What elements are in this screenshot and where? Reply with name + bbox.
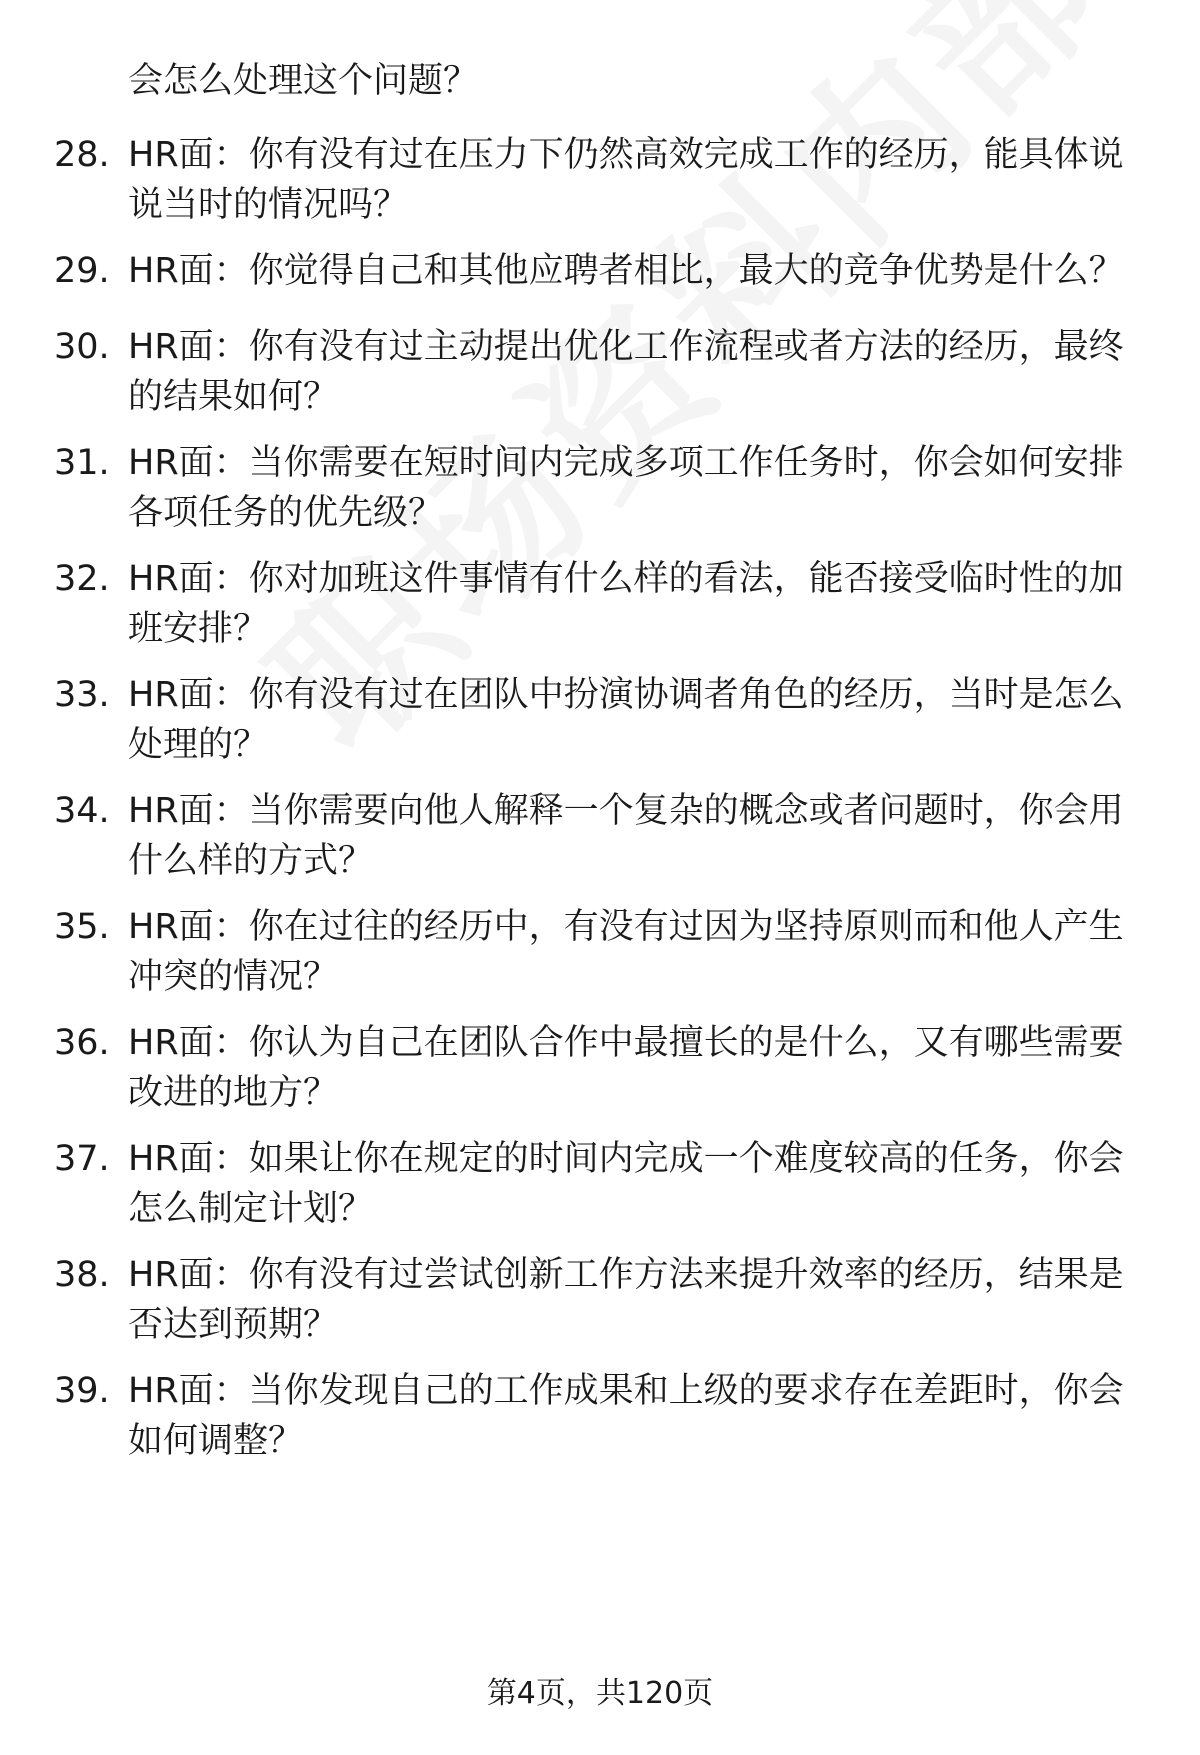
question-text — [128, 786, 1158, 886]
question-line: 冲突的情况？ — [128, 957, 339, 997]
question-line: 如何调整？ — [128, 1421, 304, 1461]
question-number: 37. — [54, 1139, 110, 1179]
question-text — [128, 322, 1158, 422]
question-line: HR面：你认为自己在团队合作中最擅长的是什么，又有哪些需要 — [128, 1023, 1124, 1063]
question-number: 28. — [54, 135, 110, 175]
question-number: 30. — [54, 327, 110, 367]
question-line: HR面：如果让你在规定的时间内完成一个难度较高的任务，你会 — [128, 1139, 1124, 1179]
question-number: 32. — [54, 559, 110, 599]
question-line: 否达到预期？ — [128, 1305, 339, 1345]
question-number: 31. — [54, 443, 110, 483]
page-number-footer: 第4页，共120页 — [486, 1676, 714, 1711]
question-number: 34. — [54, 791, 110, 831]
question-text — [128, 670, 1158, 770]
question-number: 33. — [54, 675, 110, 715]
question-line: HR面：你有没有过在团队中扮演协调者角色的经历，当时是怎么 — [128, 675, 1124, 715]
question-text — [128, 554, 1158, 654]
question-text — [128, 902, 1158, 1002]
question-number: 36. — [54, 1023, 110, 1063]
question-text — [128, 1366, 1158, 1466]
question-line: HR面：你在过往的经历中，有没有过因为坚持原则而和他人产生 — [128, 907, 1124, 947]
question-line: HR面：当你需要向他人解释一个复杂的概念或者问题时，你会用 — [128, 791, 1124, 831]
question-line: 什么样的方式？ — [128, 841, 374, 881]
question-line: 各项任务的优先级？ — [128, 493, 444, 533]
question-line: HR面：当你需要在短时间内完成多项工作任务时，你会如何安排 — [128, 443, 1124, 483]
question-line: HR面：你觉得自己和其他应聘者相比，最大的竞争优势是什么？ — [128, 251, 1124, 291]
question-text — [128, 1018, 1158, 1118]
question-number: 35. — [54, 907, 110, 947]
question-line: 的结果如何？ — [128, 377, 339, 417]
question-number: 29. — [54, 251, 110, 291]
continuation-text: 会怎么处理这个问题？ — [128, 61, 479, 101]
question-line: 说当时的情况吗？ — [128, 185, 409, 225]
question-text — [128, 130, 1158, 230]
question-text — [128, 246, 1158, 296]
question-number: 38. — [54, 1255, 110, 1295]
question-text — [128, 1134, 1158, 1234]
question-line: 改进的地方？ — [128, 1073, 339, 1113]
question-line: HR面：你有没有过在压力下仍然高效完成工作的经历，能具体说 — [128, 135, 1124, 175]
question-text — [128, 1250, 1158, 1350]
question-line: HR面：你对加班这件事情有什么样的看法，能否接受临时性的加 — [128, 559, 1124, 599]
question-line: HR面：你有没有过尝试创新工作方法来提升效率的经历，结果是 — [128, 1255, 1124, 1295]
question-line: 处理的？ — [128, 725, 269, 765]
question-line: 班安排？ — [128, 609, 269, 649]
question-line: HR面：你有没有过主动提出优化工作流程或者方法的经历，最终 — [128, 327, 1124, 367]
question-line: 怎么制定计划？ — [128, 1189, 374, 1229]
question-text — [128, 438, 1158, 538]
question-number: 39. — [54, 1371, 110, 1411]
question-line: HR面：当你发现自己的工作成果和上级的要求存在差距时，你会 — [128, 1371, 1124, 1411]
